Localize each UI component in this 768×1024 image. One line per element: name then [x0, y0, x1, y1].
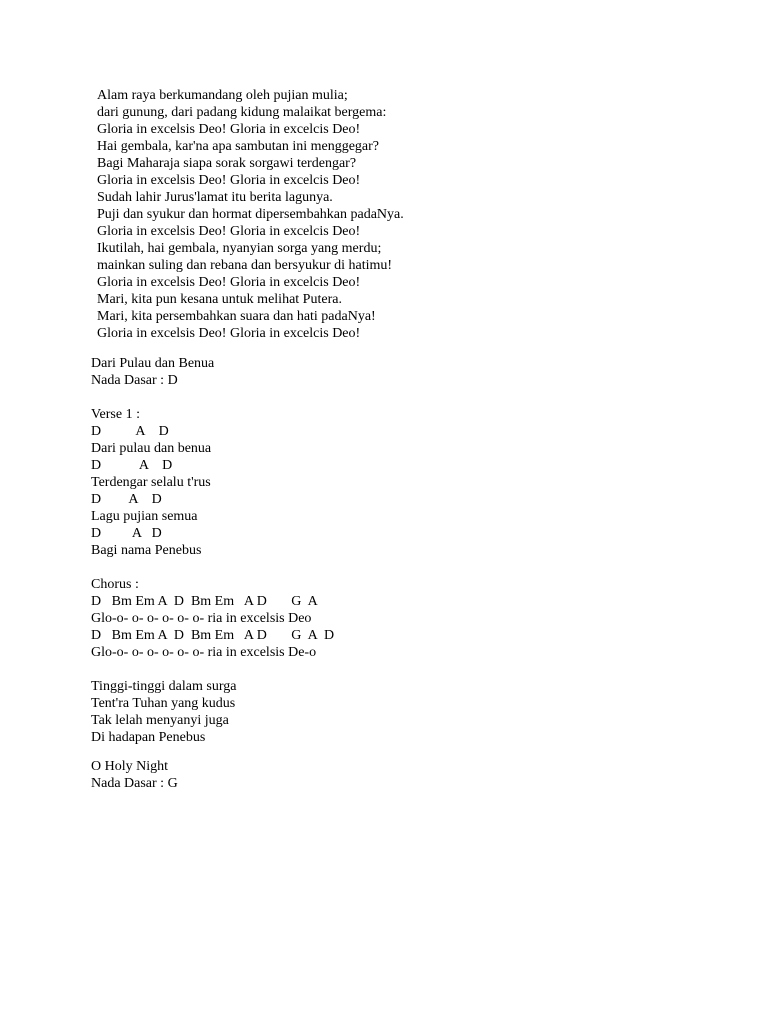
- chord-line: D A D: [91, 492, 162, 507]
- song-o-holy-night: [91, 758, 178, 792]
- lyric-line: Gloria in excelsis Deo! Gloria in excelcis Deo!: [97, 224, 361, 239]
- lyric-line: Alam raya berkumandang oleh pujian mulia;: [97, 88, 348, 103]
- blank-line: [91, 559, 334, 576]
- lyric-line: Sudah lahir Jurus'lamat itu berita lagunya.: [97, 190, 333, 205]
- lyric-line: Glo-o- o- o- o- o- o- ria in excelsis Deo: [91, 611, 312, 626]
- lyric-line: Gloria in excelsis Deo! Gloria in excelcis Deo!: [97, 326, 361, 341]
- lyric-line: Bagi nama Penebus: [91, 543, 202, 558]
- verse-label: Verse 1 :: [91, 407, 140, 422]
- lyric-line: Lagu pujian semua: [91, 509, 198, 524]
- lyric-line: Dari pulau dan benua: [91, 441, 212, 456]
- song-key: Nada Dasar : D: [91, 373, 178, 388]
- chorus-label: Chorus :: [91, 577, 139, 592]
- chord-line: D A D: [91, 526, 162, 541]
- lyric-line: Mari, kita persembahkan suara dan hati padaNya!: [97, 309, 376, 324]
- lyric-line: Gloria in excelsis Deo! Gloria in excelcis Deo!: [97, 173, 361, 188]
- chord-line: D Bm Em A D Bm Em A D G A D: [91, 628, 335, 643]
- lyric-line: dari gunung, dari padang kidung malaikat bergema:: [97, 105, 387, 120]
- chord-line: D A D: [91, 458, 173, 473]
- blank-line: [91, 661, 334, 678]
- lyric-line: Terdengar selalu t'rus: [91, 475, 211, 490]
- lyric-line: Tinggi-tinggi dalam surga: [91, 679, 237, 694]
- lyric-line: Tent'ra Tuhan yang kudus: [91, 696, 236, 711]
- lyric-line: Puji dan syukur dan hormat dipersembahkan padaNya.: [97, 207, 404, 222]
- song-dari-pulau: [91, 355, 334, 746]
- lyric-line: Bagi Maharaja siapa sorak sorgawi terdengar?: [97, 156, 357, 171]
- lyric-line: Hai gembala, kar'na apa sambutan ini menggegar?: [97, 139, 380, 154]
- chord-line: D Bm Em A D Bm Em A D G A: [91, 594, 318, 609]
- song-title: O Holy Night: [91, 759, 168, 774]
- chord-line: D A D: [91, 424, 169, 439]
- lyric-line: Ikutilah, hai gembala, nyanyian sorga yang merdu;: [97, 241, 382, 256]
- blank-line: [91, 389, 334, 406]
- lyric-line: Tak lelah menyanyi juga: [91, 713, 229, 728]
- lyric-line: Glo-o- o- o- o- o- o- ria in excelsis De-o: [91, 645, 317, 660]
- song-key: Nada Dasar : G: [91, 776, 178, 791]
- intro-lyrics: [97, 87, 404, 342]
- lyric-line: Di hadapan Penebus: [91, 730, 206, 745]
- lyric-line: Gloria in excelsis Deo! Gloria in excelcis Deo!: [97, 275, 361, 290]
- lyric-line: Mari, kita pun kesana untuk melihat Putera.: [97, 292, 342, 307]
- lyric-line: mainkan suling dan rebana dan bersyukur di hatimu!: [97, 258, 393, 273]
- song-title: Dari Pulau dan Benua: [91, 356, 215, 371]
- lyric-line: Gloria in excelsis Deo! Gloria in excelcis Deo!: [97, 122, 361, 137]
